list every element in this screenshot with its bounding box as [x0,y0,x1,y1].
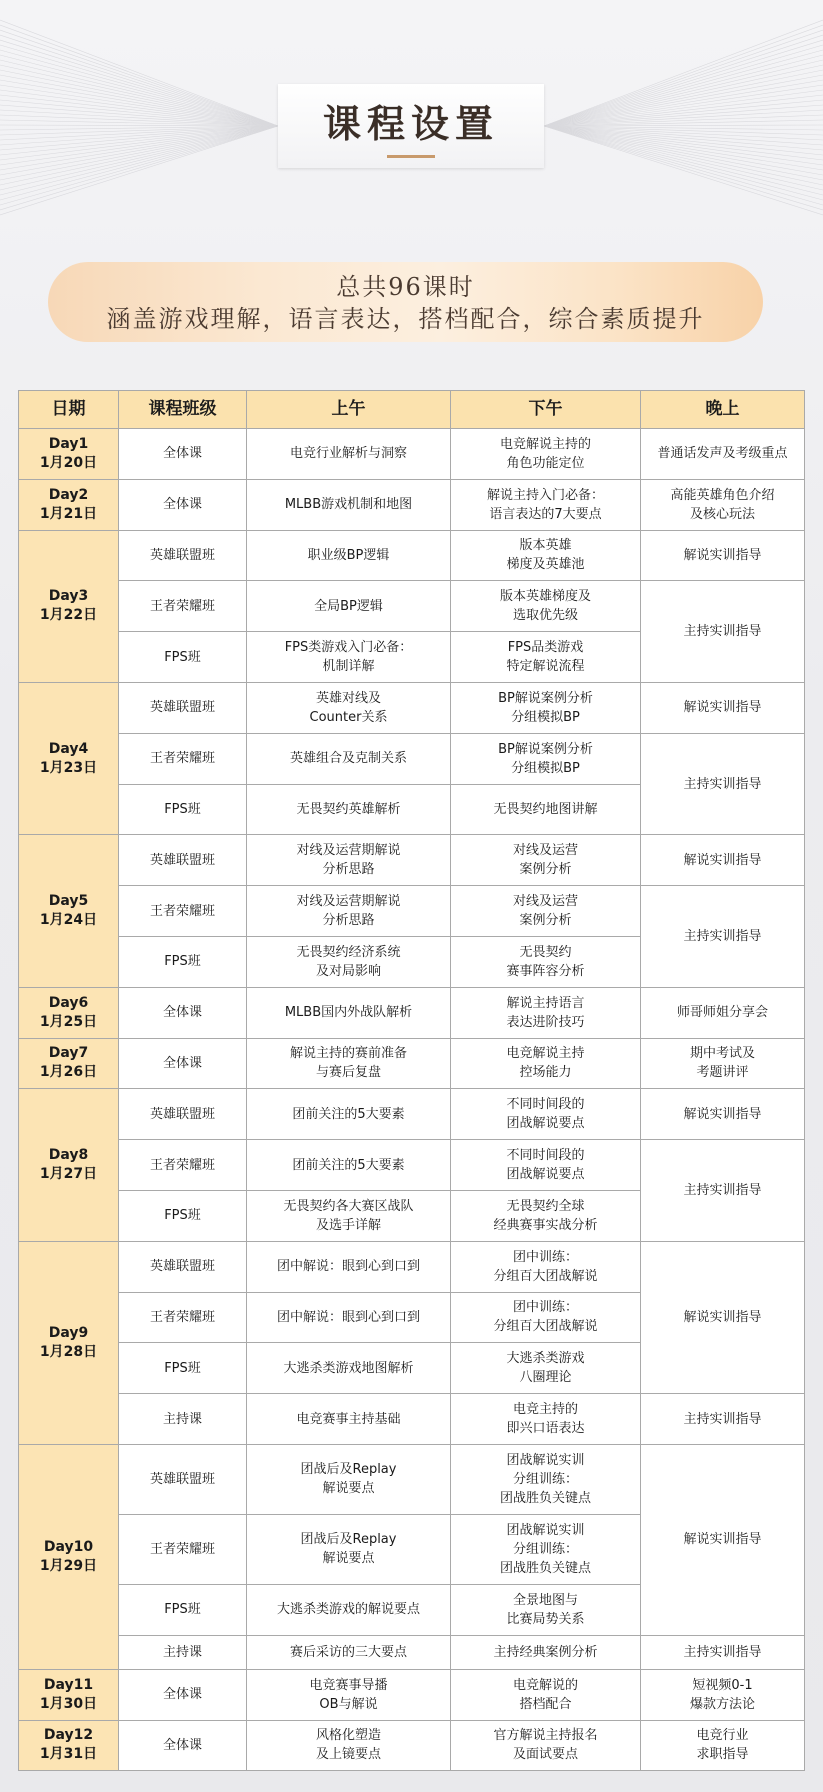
morning-cell: 无畏契约各大赛区战队 及选手详解 [247,1190,451,1241]
table-row [19,479,805,530]
evening-cell: 解说实训指导 [641,530,805,581]
day-cell [19,1038,119,1089]
class-cell: 英雄联盟班 [119,1241,247,1292]
day-label: Day2 [48,486,89,503]
banner-total-hours: 总共96课时 [336,273,475,301]
table-row [19,1444,805,1514]
day-label: Day4 [48,740,89,757]
afternoon-cell: 无畏契约地图讲解 [451,784,641,835]
table-row [19,429,805,480]
afternoon-cell: 电竞解说主持的 角色功能定位 [451,429,641,480]
morning-cell: 对线及运营期解说 分析思路 [247,835,451,886]
morning-cell: 电竞赛事主持基础 [247,1394,451,1445]
header-morning: 上午 [247,391,451,429]
class-cell: FPS班 [119,1190,247,1241]
table-row [19,733,805,784]
page-title: 课程设置 [322,101,499,146]
afternoon-cell: 大逃杀类游戏 八圈理论 [451,1343,641,1394]
evening-cell: 电竞行业 求职指导 [641,1720,805,1771]
afternoon-cell: 团中训练： 分组百大团战解说 [451,1292,641,1343]
class-cell: FPS班 [119,936,247,987]
morning-cell: MLBB游戏机制和地图 [247,479,451,530]
evening-cell: 期中考试及 考题讲评 [641,1038,805,1089]
class-cell: FPS班 [119,784,247,835]
morning-cell: 大逃杀类游戏地图解析 [247,1343,451,1394]
evening-cell: 解说实训指导 [641,1444,805,1635]
day-cell [19,1089,119,1241]
table-row [19,1089,805,1140]
day-cell [19,835,119,987]
table-row [19,1394,805,1445]
day-cell [19,530,119,682]
day-cell [19,429,119,480]
evening-cell: 主持实训指导 [641,733,805,835]
class-cell: FPS班 [119,632,247,683]
afternoon-cell: 电竞解说主持 控场能力 [451,1038,641,1089]
day-cell [19,1444,119,1669]
day-date: 1月24日 [39,912,98,929]
header-date: 日期 [19,391,119,429]
class-cell: 王者荣耀班 [119,581,247,632]
afternoon-cell: 电竞主持的 即兴口语表达 [451,1394,641,1445]
table-row [19,835,805,886]
morning-cell: 无畏契约英雄解析 [247,784,451,835]
class-cell: 王者荣耀班 [119,733,247,784]
afternoon-cell: FPS品类游戏 特定解说流程 [451,632,641,683]
class-cell: FPS班 [119,1584,247,1635]
title-underline [387,155,435,158]
class-cell: 英雄联盟班 [119,530,247,581]
evening-cell: 主持实训指导 [641,1394,805,1445]
morning-cell: FPS类游戏入门必备： 机制详解 [247,632,451,683]
day-date: 1月21日 [39,505,98,522]
table-row [19,682,805,733]
title-card [278,84,544,168]
day-date: 1月20日 [39,454,98,471]
evening-cell: 高能英雄角色介绍 及核心玩法 [641,479,805,530]
afternoon-cell: 解说主持语言 表达进阶技巧 [451,987,641,1038]
day-cell [19,479,119,530]
class-cell: FPS班 [119,1343,247,1394]
day-date: 1月31日 [39,1746,98,1763]
header-class: 课程班级 [119,391,247,429]
day-cell [19,1241,119,1444]
table-row [19,1720,805,1771]
afternoon-cell: 不同时间段的 团战解说要点 [451,1089,641,1140]
day-cell [19,1669,119,1720]
afternoon-cell: 无畏契约全球 经典赛事实战分析 [451,1190,641,1241]
header-evening: 晚上 [641,391,805,429]
afternoon-cell: BP解说案例分析 分组模拟BP [451,682,641,733]
morning-cell: 职业级BP逻辑 [247,530,451,581]
morning-cell: 团中解说：眼到心到口到 [247,1292,451,1343]
morning-cell: 团中解说：眼到心到口到 [247,1241,451,1292]
morning-cell: 大逃杀类游戏的解说要点 [247,1584,451,1635]
morning-cell: 团前关注的5大要素 [247,1140,451,1191]
day-label: Day9 [48,1324,89,1341]
afternoon-cell: 电竞解说的 搭档配合 [451,1669,641,1720]
day-date: 1月26日 [39,1064,98,1081]
class-cell: 英雄联盟班 [119,1444,247,1514]
afternoon-cell: 对线及运营 案例分析 [451,835,641,886]
class-cell: 全体课 [119,987,247,1038]
afternoon-cell: 团中训练： 分组百大团战解说 [451,1241,641,1292]
evening-cell: 主持实训指导 [641,1635,805,1669]
evening-cell: 短视频0-1 爆款方法论 [641,1669,805,1720]
evening-cell: 解说实训指导 [641,1089,805,1140]
morning-cell: 赛后采访的三大要点 [247,1635,451,1669]
day-cell [19,987,119,1038]
day-label: Day3 [48,588,89,605]
morning-cell: 无畏契约经济系统 及对局影响 [247,936,451,987]
morning-cell: 电竞赛事导播 OB与解说 [247,1669,451,1720]
class-cell: 全体课 [119,479,247,530]
afternoon-cell: 无畏契约 赛事阵容分析 [451,936,641,987]
class-cell: 王者荣耀班 [119,1292,247,1343]
class-cell: 王者荣耀班 [119,1140,247,1191]
day-label: Day1 [48,435,89,452]
afternoon-cell: 解说主持入门必备： 语言表达的7大要点 [451,479,641,530]
day-label: Day5 [48,893,89,910]
class-cell: 王者荣耀班 [119,886,247,937]
class-cell: 英雄联盟班 [119,835,247,886]
header-afternoon: 下午 [451,391,641,429]
table-row [19,1038,805,1089]
class-cell: 全体课 [119,1038,247,1089]
evening-cell: 师哥师姐分享会 [641,987,805,1038]
morning-cell: 全局BP逻辑 [247,581,451,632]
class-cell: 主持课 [119,1394,247,1445]
table-row [19,1241,805,1292]
morning-cell: 对线及运营期解说 分析思路 [247,886,451,937]
afternoon-cell: 团战解说实训 分组训练： 团战胜负关键点 [451,1444,641,1514]
class-cell: 英雄联盟班 [119,1089,247,1140]
afternoon-cell: BP解说案例分析 分组模拟BP [451,733,641,784]
evening-cell: 主持实训指导 [641,581,805,683]
afternoon-cell: 主持经典案例分析 [451,1635,641,1669]
day-label: Day7 [48,1045,89,1062]
day-label: Day12 [43,1727,94,1744]
morning-cell: 团战后及Replay 解说要点 [247,1514,451,1584]
table-row [19,1669,805,1720]
day-cell [19,682,119,834]
evening-cell: 主持实训指导 [641,886,805,988]
evening-cell: 解说实训指导 [641,682,805,733]
banner-coverage: 涵盖游戏理解，语言表达，搭档配合，综合素质提升 [106,305,705,333]
evening-cell: 解说实训指导 [641,1241,805,1393]
evening-cell: 主持实训指导 [641,1140,805,1242]
table-row [19,530,805,581]
class-cell: 全体课 [119,1669,247,1720]
morning-cell: 风格化塑造 及上镜要点 [247,1720,451,1771]
day-label: Day6 [48,994,89,1011]
class-cell: 主持课 [119,1635,247,1669]
course-schedule-table [18,390,805,1771]
morning-cell: 解说主持的赛前准备 与赛后复盘 [247,1038,451,1089]
class-cell: 英雄联盟班 [119,682,247,733]
day-label: Day11 [43,1676,94,1693]
class-cell: 全体课 [119,1720,247,1771]
afternoon-cell: 版本英雄 梯度及英雄池 [451,530,641,581]
day-date: 1月22日 [39,607,98,624]
table-row [19,581,805,632]
afternoon-cell: 团战解说实训 分组训练： 团战胜负关键点 [451,1514,641,1584]
day-cell [19,1720,119,1771]
evening-cell: 普通话发声及考级重点 [641,429,805,480]
day-label: Day10 [43,1538,94,1555]
morning-cell: MLBB国内外战队解析 [247,987,451,1038]
class-cell: 王者荣耀班 [119,1514,247,1584]
day-date: 1月28日 [39,1343,98,1360]
table-row [19,886,805,937]
table-row [19,1635,805,1669]
summary-banner [48,262,763,342]
afternoon-cell: 全景地图与 比赛局势关系 [451,1584,641,1635]
day-date: 1月30日 [39,1695,98,1712]
day-date: 1月27日 [39,1166,98,1183]
morning-cell: 电竞行业解析与洞察 [247,429,451,480]
class-cell: 全体课 [119,429,247,480]
evening-cell: 解说实训指导 [641,835,805,886]
morning-cell: 团前关注的5大要素 [247,1089,451,1140]
afternoon-cell: 官方解说主持报名 及面试要点 [451,1720,641,1771]
afternoon-cell: 不同时间段的 团战解说要点 [451,1140,641,1191]
afternoon-cell: 对线及运营 案例分析 [451,886,641,937]
day-date: 1月23日 [39,759,98,776]
morning-cell: 英雄对线及 Counter关系 [247,682,451,733]
table-row [19,987,805,1038]
day-date: 1月25日 [39,1013,98,1030]
day-label: Day8 [48,1147,89,1164]
day-date: 1月29日 [39,1557,98,1574]
morning-cell: 英雄组合及克制关系 [247,733,451,784]
table-row [19,1140,805,1191]
afternoon-cell: 版本英雄梯度及 选取优先级 [451,581,641,632]
morning-cell: 团战后及Replay 解说要点 [247,1444,451,1514]
table-header-row [19,391,805,429]
